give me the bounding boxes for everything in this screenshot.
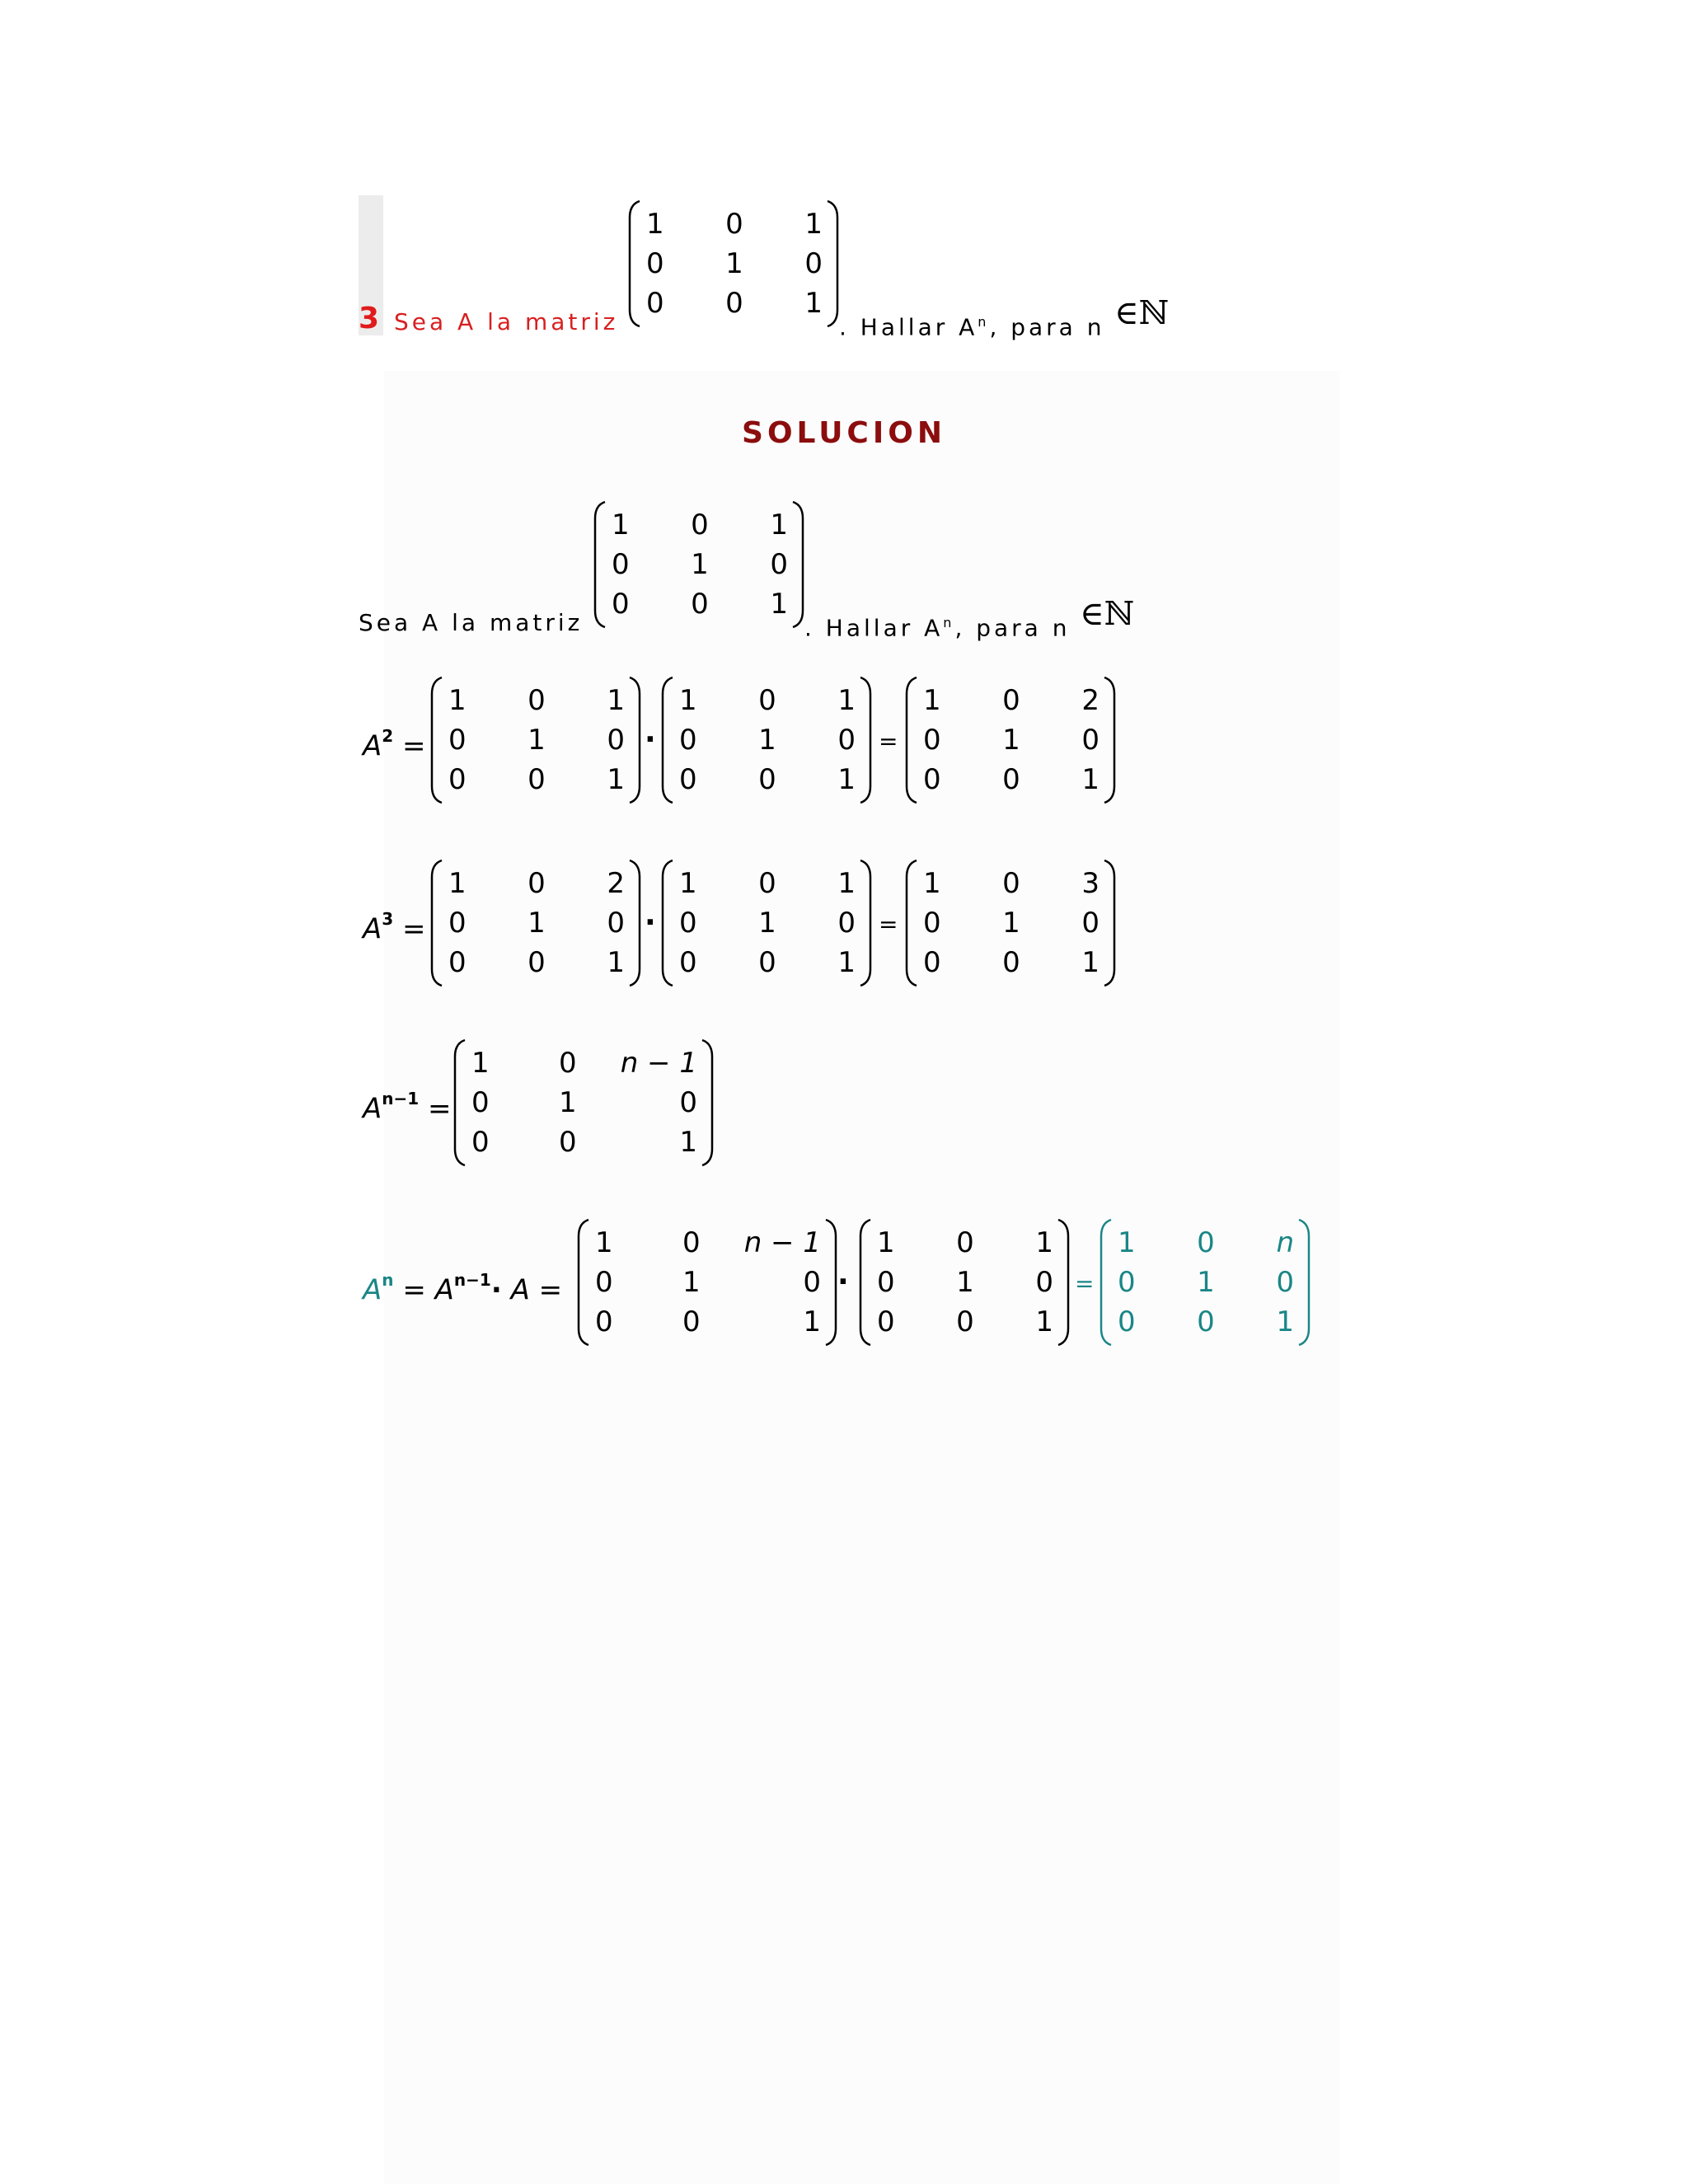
problem-number: 3 — [359, 302, 380, 335]
an1-matrix — [452, 1037, 715, 1169]
matrix-cell: 1 — [877, 1226, 895, 1259]
an-mid-dot: · — [490, 1273, 502, 1307]
matrix-cell: 0 — [923, 907, 941, 940]
an-dot: · — [837, 1265, 849, 1299]
matrix-cell: 0 — [1197, 1226, 1215, 1259]
solution-para: , para n — [954, 614, 1071, 642]
right-paren — [1104, 677, 1114, 803]
matrix-cell: 1 — [471, 1047, 490, 1080]
matrix-cell: 0 — [1002, 684, 1020, 717]
matrix-cell: 1 — [923, 867, 941, 900]
an-mid-exponent: n−1 — [453, 1270, 491, 1290]
matrix-cell: 0 — [1118, 1305, 1136, 1338]
matrix-cell: 1 — [528, 907, 546, 940]
matrix-cell: 0 — [528, 684, 546, 717]
solution-statement-prefix: Sea A la matriz — [359, 609, 584, 636]
solution-natural-numbers-symbol: ∈ℕ — [1080, 595, 1135, 633]
matrix-cell: 0 — [1118, 1266, 1136, 1299]
matrix-cell: 0 — [803, 1266, 821, 1299]
problem-suffix — [839, 308, 1105, 341]
matrix-cell: 1 — [837, 763, 856, 796]
a2-result-equals: = — [879, 728, 898, 755]
matrix-cell: 0 — [595, 1266, 613, 1299]
right-paren — [860, 677, 870, 803]
matrix-cells — [1114, 1223, 1297, 1342]
an1-base: A — [363, 1092, 382, 1126]
a3-equals: = — [402, 912, 426, 946]
a3-result-equals: = — [879, 911, 898, 938]
left-paren — [1101, 1220, 1111, 1345]
matrix-cells — [874, 1223, 1057, 1342]
a2-exponent: 2 — [382, 726, 394, 746]
matrix-cell: 0 — [923, 763, 941, 796]
solution-exponent: n — [943, 615, 955, 630]
right-paren — [1299, 1220, 1309, 1345]
an-result-equals: = — [1075, 1270, 1095, 1297]
matrix-cell: 0 — [679, 907, 697, 940]
matrix-cell: 1 — [956, 1266, 974, 1299]
matrix-cell: 1 — [804, 287, 823, 320]
problem-hallar: . Hallar A — [839, 313, 978, 341]
matrix-cell: 1 — [770, 588, 788, 621]
matrix-cell: 0 — [1002, 867, 1020, 900]
matrix-cell: 1 — [559, 1086, 577, 1119]
matrix-cell: 1 — [607, 946, 625, 979]
matrix-cell: 1 — [528, 724, 546, 757]
matrix-cell: 0 — [646, 247, 664, 280]
matrix-cell: 0 — [758, 867, 776, 900]
matrix-cell: 0 — [607, 907, 625, 940]
a2-matrix-2 — [659, 674, 874, 806]
matrix-cell: 1 — [612, 509, 630, 541]
matrix-cell: 0 — [448, 946, 467, 979]
solution-statement-suffix — [804, 609, 1071, 642]
matrix-cell: 1 — [1081, 946, 1100, 979]
solution-title: SOLUCION — [742, 416, 946, 450]
right-paren — [860, 860, 870, 986]
matrix-cell: 1 — [804, 208, 823, 241]
matrix-cell: 0 — [804, 247, 823, 280]
right-paren — [793, 502, 803, 627]
problem-prefix: Sea A la matriz — [394, 308, 619, 335]
right-paren — [630, 860, 640, 986]
an-matrix-1 — [575, 1216, 839, 1348]
right-paren — [1058, 1220, 1068, 1345]
matrix-cell: 0 — [528, 946, 546, 979]
matrix-cell: 0 — [612, 588, 630, 621]
problem-para: , para n — [989, 313, 1105, 341]
matrix-cell: 1 — [607, 763, 625, 796]
a2-result-matrix — [903, 674, 1118, 806]
matrix-cell: 0 — [725, 208, 743, 241]
matrix-cell: 0 — [612, 548, 630, 581]
matrix-cells — [592, 1223, 824, 1342]
matrix-cell: 0 — [877, 1266, 895, 1299]
a2-dot: · — [645, 723, 656, 757]
a2-base: A — [363, 729, 382, 763]
matrix-cells — [468, 1043, 701, 1162]
matrix-cell: 0 — [528, 763, 546, 796]
matrix-cell: 1 — [1197, 1266, 1215, 1299]
matrix-cell: 1 — [691, 548, 709, 581]
a2-equals: = — [402, 729, 426, 763]
matrix-cell: 1 — [448, 867, 467, 900]
matrix-cells — [445, 864, 628, 982]
matrix-cell: 1 — [682, 1266, 701, 1299]
matrix-cell: 0 — [1002, 946, 1020, 979]
matrix-cell: 0 — [682, 1226, 701, 1259]
an1-exponent: n−1 — [382, 1089, 420, 1108]
right-paren — [630, 677, 640, 803]
matrix-cell: 0 — [758, 946, 776, 979]
matrix-cell: 1 — [837, 684, 856, 717]
left-paren — [432, 677, 442, 803]
a3-exponent: 3 — [382, 909, 394, 929]
matrix-cell: 0 — [679, 763, 697, 796]
matrix-cell: 1 — [1081, 763, 1100, 796]
matrix-cell: n − 1 — [620, 1047, 697, 1080]
matrix-cell: 0 — [1276, 1266, 1294, 1299]
matrix-cell: 0 — [877, 1305, 895, 1338]
matrix-cell: 1 — [1276, 1305, 1294, 1338]
matrix-cell: 0 — [595, 1305, 613, 1338]
matrix-cell: 0 — [528, 867, 546, 900]
a2-matrix-1 — [429, 674, 643, 806]
matrix-cell: 0 — [607, 724, 625, 757]
matrix-cell: 1 — [758, 724, 776, 757]
matrix-cell: 0 — [471, 1086, 490, 1119]
a3-result-matrix — [903, 857, 1118, 989]
matrix-cell: 0 — [1197, 1305, 1215, 1338]
matrix-cell: 0 — [559, 1047, 577, 1080]
matrix-cell: 0 — [956, 1226, 974, 1259]
matrix-cell: 1 — [679, 1126, 697, 1159]
matrix-cell: 1 — [1035, 1226, 1053, 1259]
an-base: A — [363, 1273, 382, 1307]
matrix-cell: 1 — [725, 247, 743, 280]
matrix-cell: 1 — [646, 208, 664, 241]
matrix-cell: 0 — [679, 724, 697, 757]
matrix-cell: 0 — [679, 1086, 697, 1119]
matrix-cell: 1 — [837, 946, 856, 979]
matrix-cells — [643, 204, 826, 323]
matrix-cell: 0 — [448, 763, 467, 796]
solution-statement-matrix — [592, 499, 806, 630]
matrix-cell: 0 — [1035, 1266, 1053, 1299]
matrix-cell: 0 — [471, 1126, 490, 1159]
a3-dot: · — [645, 906, 656, 940]
an-matrix-2 — [857, 1216, 1071, 1348]
matrix-cell: 0 — [923, 724, 941, 757]
matrix-cell: n — [1276, 1226, 1294, 1259]
right-paren — [826, 1220, 836, 1345]
a3-matrix-2 — [659, 857, 874, 989]
an1-equals: = — [428, 1092, 452, 1126]
an-exponent: n — [382, 1270, 394, 1290]
matrix-cells — [920, 864, 1103, 982]
matrix-cell: 1 — [1118, 1226, 1136, 1259]
matrix-cell: 0 — [770, 548, 788, 581]
matrix-cell: 0 — [691, 588, 709, 621]
matrix-cell: 0 — [1081, 907, 1100, 940]
matrix-cell: 1 — [679, 684, 697, 717]
problem-exponent: n — [978, 314, 990, 330]
an-mid-a: A — [510, 1273, 530, 1307]
an-mid-base: A — [434, 1273, 454, 1307]
matrix-cells — [445, 681, 628, 799]
matrix-cell: 0 — [837, 724, 856, 757]
matrix-cell: 1 — [770, 509, 788, 541]
matrix-cell: 0 — [1002, 763, 1020, 796]
matrix-cell: n − 1 — [743, 1226, 821, 1259]
solution-hallar: . Hallar A — [804, 614, 944, 642]
matrix-cell: 3 — [1081, 867, 1100, 900]
matrix-cell: 0 — [448, 724, 467, 757]
matrix-cell: 1 — [679, 867, 697, 900]
an-mid-equals: = — [538, 1273, 563, 1307]
a3-base: A — [363, 912, 382, 946]
matrix-cell: 0 — [559, 1126, 577, 1159]
right-paren — [828, 201, 837, 326]
left-paren — [455, 1040, 465, 1165]
matrix-cell: 0 — [725, 287, 743, 320]
right-paren — [702, 1040, 712, 1165]
matrix-cells — [608, 505, 791, 624]
problem-matrix — [626, 198, 841, 330]
an-lhs — [363, 1267, 562, 1306]
matrix-cell: 1 — [1002, 724, 1020, 757]
left-paren — [595, 502, 605, 627]
matrix-cell: 0 — [837, 907, 856, 940]
a3-matrix-1 — [429, 857, 643, 989]
matrix-cell: 1 — [607, 684, 625, 717]
matrix-cell: 1 — [1002, 907, 1020, 940]
matrix-cell: 0 — [682, 1305, 701, 1338]
matrix-cell: 1 — [923, 684, 941, 717]
matrix-cells — [920, 681, 1103, 799]
matrix-cell: 2 — [607, 867, 625, 900]
matrix-cells — [676, 681, 859, 799]
matrix-cell: 1 — [758, 907, 776, 940]
left-paren — [907, 677, 917, 803]
matrix-cell: 0 — [758, 684, 776, 717]
matrix-cell: 1 — [1035, 1305, 1053, 1338]
matrix-cell: 1 — [803, 1305, 821, 1338]
matrix-cells — [676, 864, 859, 982]
natural-numbers-symbol: ∈ℕ — [1114, 294, 1170, 332]
matrix-cell: 0 — [923, 946, 941, 979]
a3-lhs — [363, 906, 426, 945]
matrix-cell: 0 — [758, 763, 776, 796]
a2-lhs — [363, 723, 426, 762]
right-paren — [1104, 860, 1114, 986]
an-equals: = — [402, 1273, 426, 1307]
matrix-cell: 0 — [691, 509, 709, 541]
left-paren — [579, 1220, 588, 1345]
left-paren — [907, 860, 917, 986]
left-paren — [663, 860, 673, 986]
left-paren — [860, 1220, 870, 1345]
matrix-cell: 1 — [837, 867, 856, 900]
matrix-cell: 1 — [448, 684, 467, 717]
matrix-cell: 0 — [1081, 724, 1100, 757]
matrix-cell: 0 — [679, 946, 697, 979]
matrix-cell: 0 — [646, 287, 664, 320]
left-paren — [630, 201, 640, 326]
an1-lhs — [363, 1085, 452, 1125]
an-result-matrix — [1098, 1216, 1312, 1348]
matrix-cell: 1 — [595, 1226, 613, 1259]
left-paren — [432, 860, 442, 986]
left-paren — [663, 677, 673, 803]
matrix-cell: 0 — [448, 907, 467, 940]
matrix-cell: 0 — [956, 1305, 974, 1338]
matrix-cell: 2 — [1081, 684, 1100, 717]
